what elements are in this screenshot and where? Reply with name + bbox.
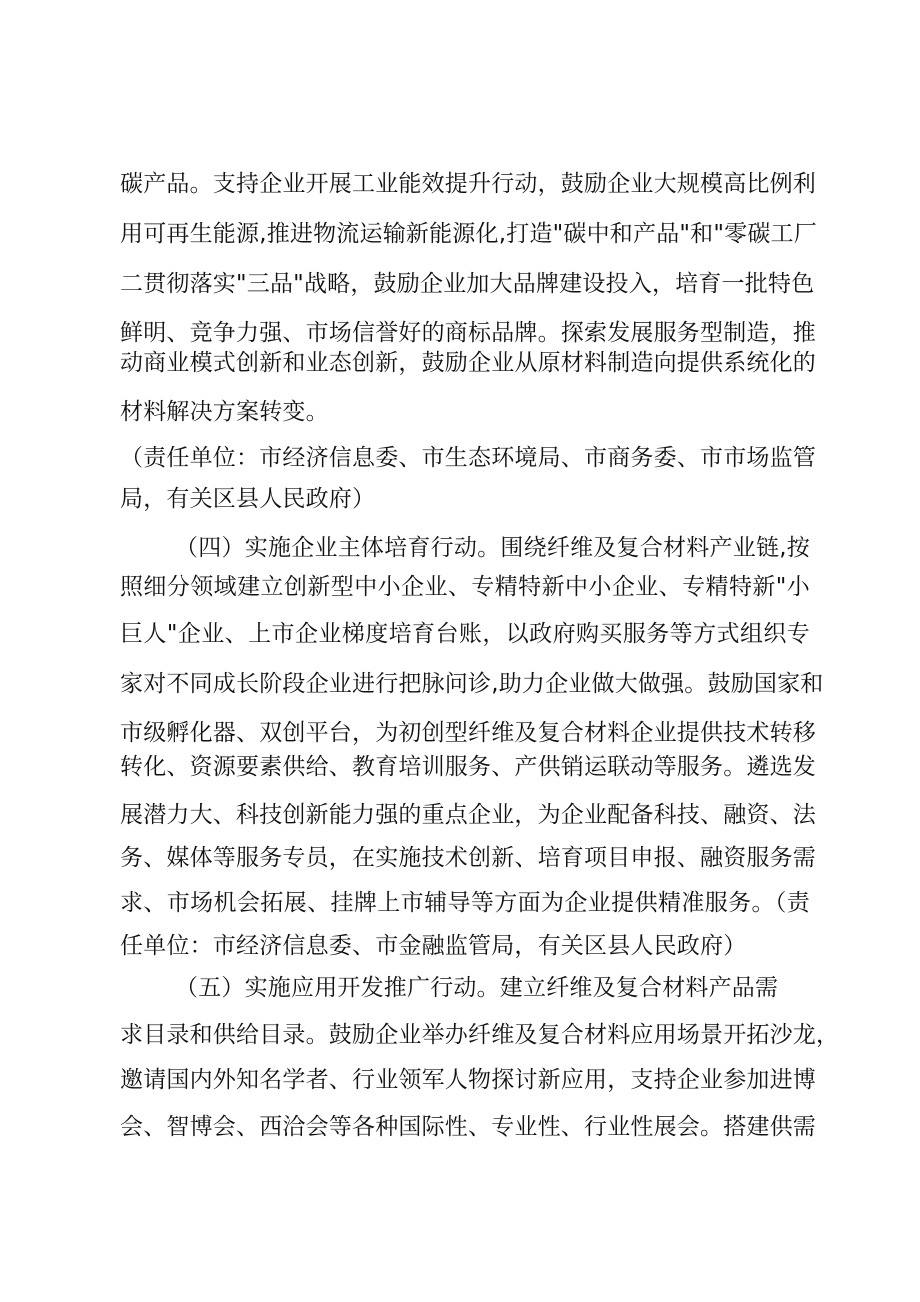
responsibility-line: 局，有关区县人民政府）	[120, 486, 376, 512]
paragraph-line: 求、市场机会拓展、挂牌上市辅导等方面为企业提供精准服务。（责	[120, 890, 810, 916]
paragraph-line: 巨人"企业、上市企业梯度培育台账，以政府购买服务等方式组织专	[120, 621, 810, 647]
paragraph-line: 展潜力大、科技创新能力强的重点企业，为企业配备科技、融资、法	[120, 802, 816, 828]
paragraph-line: 会、智博会、西洽会等各种国际性、专业性、行业性展会。搭建供需	[120, 1114, 816, 1140]
section-heading-line: （四）实施企业主体培育行动。围绕纤维及复合材料产业链,按	[175, 535, 810, 561]
paragraph-line: 动商业模式创新和业态创新，鼓励企业从原材料制造向提供系统化的	[120, 350, 816, 376]
paragraph-line: 鲜明、竞争力强、市场信誉好的商标品牌。探索发展服务型制造，推	[120, 320, 816, 346]
responsibility-line: （责任单位：市经济信息委、市生态环境局、市商务委、市市场监管	[120, 445, 816, 471]
paragraph-line: 照细分领域建立创新型中小企业、专精特新中小企业、专精特新"小	[120, 574, 810, 600]
paragraph-line: 家对不同成长阶段企业进行把脉问诊,助力企业做大做强。鼓励国家和	[120, 671, 824, 697]
responsibility-line: 任单位：市经济信息委、市金融监管局，有关区县人民政府）	[120, 933, 747, 959]
paragraph-line: 转化、资源要素供给、教育培训服务、产供销运联动等服务。遴选发	[120, 754, 816, 780]
paragraph-line: 求目录和供给目录。鼓励企业举办纤维及复合材料应用场景开拓沙龙，	[120, 1022, 840, 1048]
paragraph-line: 材料解决方案转变。	[120, 399, 329, 425]
paragraph-line: 碳产品。支持企业开展工业能效提升行动，鼓励企业大规模高比例利	[120, 171, 816, 197]
paragraph-line: 务、媒体等服务专员，在实施技术创新、培育项目申报、融资服务需	[120, 845, 816, 871]
paragraph-line: 市级孵化器、双创平台，为初创型纤维及复合材料企业提供技术转移	[120, 720, 816, 746]
section-heading-line: （五）实施应用开发推广行动。建立纤维及复合材料产品需	[175, 975, 779, 1001]
paragraph-line: 二贯彻落实"三品"战略，鼓励企业加大品牌建设投入，培育一批特色	[120, 271, 815, 297]
paragraph-line: 用可再生能源,推进物流运输新能源化,打造"碳中和产品"和"零碳工厂	[120, 221, 817, 247]
paragraph-line: 邀请国内外知名学者、行业领军人物探讨新应用，支持企业参加进博	[120, 1067, 816, 1093]
